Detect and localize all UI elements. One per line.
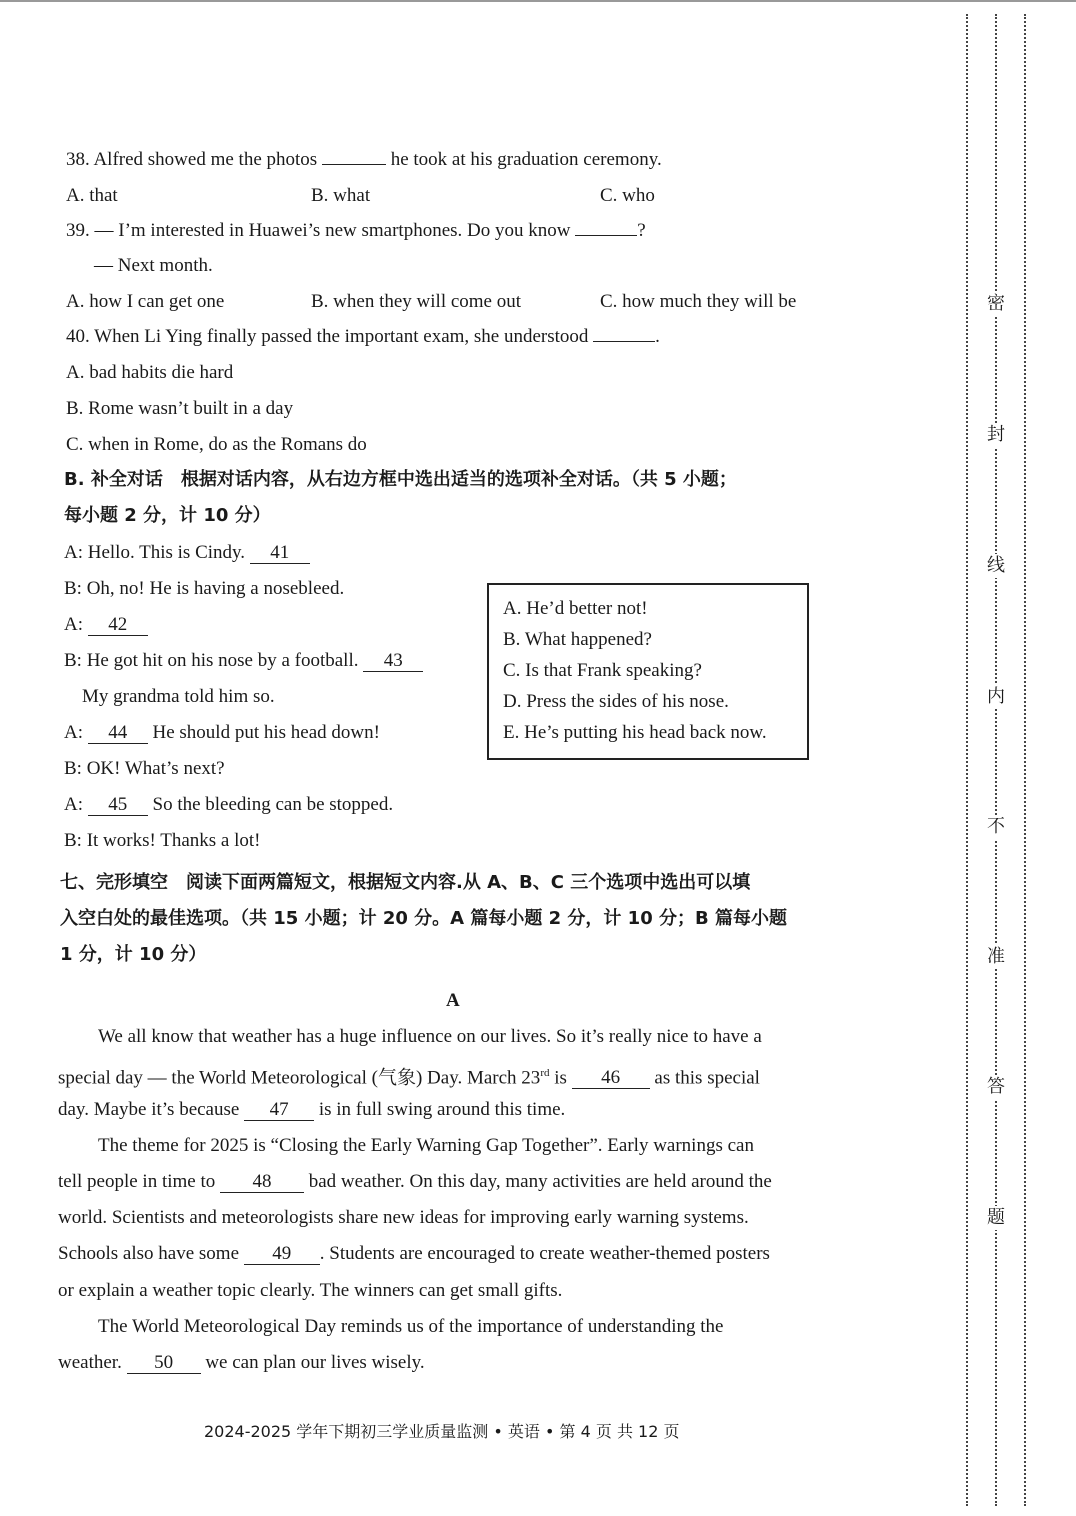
blank-43: 43 (363, 651, 423, 672)
passage-line-1: We all know that weather has a huge influence on our lives. So it’s really nice to have a (98, 1026, 762, 1047)
passage-line-10: weather. 50 we can plan our lives wisely. (58, 1352, 425, 1373)
seal-dotted-line-middle (995, 14, 997, 1506)
blank-48: 48 (220, 1172, 304, 1193)
blank-47: 47 (244, 1100, 314, 1121)
box-option-a: A. He’d better not! (503, 598, 648, 619)
dialogue-line-1: A: Hello. This is Cindy. 41 (64, 541, 310, 565)
q38-option-b: B. what (311, 185, 371, 206)
seal-char-3: 线 (984, 554, 1008, 578)
blank-49: 49 (244, 1244, 320, 1265)
blank-42: 42 (88, 615, 148, 636)
passage-title: A (446, 990, 460, 1011)
passage-line-4: The theme for 2025 is “Closing the Early Warning Gap Together”. Early warnings can (98, 1135, 754, 1156)
q39-blank (575, 235, 637, 236)
box-option-b: B. What happened? (503, 629, 652, 650)
page-footer: 2024-2025 学年下期初三学业质量监测 • 英语 • 第 4 页 共 12 页 (204, 1422, 680, 1441)
q40-option-c: C. when in Rome, do as the Romans do (66, 434, 367, 455)
seal-dotted-line-right (1024, 14, 1026, 1506)
seal-char-5: 不 (984, 815, 1008, 839)
q39-stem: 39. — I’m interested in Huawei’s new smartphones. Do you know ? (66, 220, 646, 241)
seal-char-6: 准 (984, 945, 1008, 969)
dialogue-line-6: A: 44 He should put his head down! (64, 722, 380, 743)
seal-char-7: 答 (984, 1075, 1008, 1099)
q40-blank (593, 341, 655, 342)
passage-line-9: The World Meteorological Day reminds us of the importance of understanding the (98, 1316, 724, 1337)
passage-line-3: day. Maybe it’s because 47 is in full swing around this time. (58, 1099, 566, 1120)
box-option-e: E. He’s putting his head back now. (503, 722, 767, 743)
dialogue-line-7: B: OK! What’s next? (64, 758, 225, 779)
q39-reply: — Next month. (94, 255, 213, 276)
blank-50: 50 (127, 1353, 201, 1374)
passage-line-6: world. Scientists and meteorologists share new ideas for improving early warning systems. (58, 1207, 749, 1228)
seal-char-8: 题 (984, 1206, 1008, 1230)
dialogue-line-9: B: It works! Thanks a lot! (64, 830, 261, 851)
blank-45: 45 (88, 795, 148, 816)
q40-option-b: B. Rome wasn’t built in a day (66, 398, 294, 419)
section-b-heading-2: 每小题 2 分，计 10 分） (64, 505, 271, 526)
section-7-heading: 七、完形填空 阅读下面两篇短文，根据短文内容.从 A、B、C 三个选项中选出可以填 (60, 872, 751, 893)
q38-option-a: A. that (66, 185, 118, 206)
dialogue-line-2: B: Oh, no! He is having a nosebleed. (64, 578, 345, 599)
q38-stem: 38. Alfred showed me the photos he took at his graduation ceremony. (66, 149, 662, 170)
dialogue-line-8: A: 45 So the bleeding can be stopped. (64, 794, 394, 815)
passage-line-7: Schools also have some 49 . Students are encouraged to create weather-themed posters (58, 1243, 770, 1264)
section-7-heading-2: 入空白处的最佳选项。（共 15 小题；计 20 分。A 篇每小题 2 分，计 10 分；B 篇每小题 (60, 908, 787, 929)
blank-46: 46 (572, 1068, 650, 1089)
section-7-heading-3: 1 分，计 10 分） (60, 944, 207, 965)
q40-stem: 40. When Li Ying finally passed the important exam, she understood . (66, 326, 660, 347)
passage-line-5: tell people in time to 48 bad weather. On this day, many activities are held around the (58, 1171, 772, 1192)
passage-line-8: or explain a weather topic clearly. The winners can get small gifts. (58, 1280, 563, 1301)
section-b-heading: B. 补全对话 根据对话内容，从右边方框中选出适当的选项补全对话。（共 5 小题； (64, 469, 737, 490)
seal-char-4: 内 (984, 685, 1008, 709)
dialogue-line-3: A: 42 (64, 613, 148, 637)
seal-dotted-line-left (966, 14, 968, 1506)
box-option-c: C. Is that Frank speaking? (503, 660, 702, 681)
blank-41: 41 (250, 543, 310, 564)
dialogue-line-5: My grandma told him so. (82, 686, 275, 707)
q38-blank (322, 164, 386, 165)
q39-option-a: A. how I can get one (66, 291, 225, 312)
options-box (487, 583, 809, 760)
q39-option-b: B. when they will come out (311, 291, 522, 312)
dialogue-line-4: B: He got hit on his nose by a football. 43 (64, 649, 423, 673)
seal-char-1: 密 (984, 292, 1008, 316)
top-edge (0, 0, 1076, 2)
q38-option-c: C. who (600, 185, 655, 206)
q40-option-a: A. bad habits die hard (66, 362, 234, 383)
seal-char-2: 封 (984, 423, 1008, 447)
blank-44: 44 (88, 723, 148, 744)
passage-line-2: special day — the World Meteorological (气象) Day. March 23rd is 46 as this special (58, 1067, 760, 1089)
box-option-d: D. Press the sides of his nose. (503, 691, 729, 712)
q39-option-c: C. how much they will be (600, 291, 797, 312)
